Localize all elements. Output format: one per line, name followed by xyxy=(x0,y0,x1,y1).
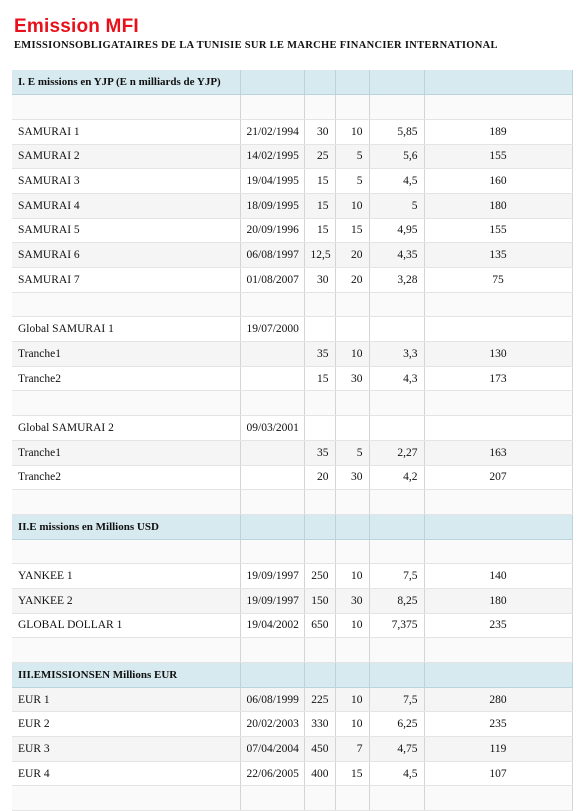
emissions-table-body xyxy=(12,70,572,811)
amount-cell: 35 xyxy=(304,342,335,367)
table-row xyxy=(12,588,572,613)
empty-cell xyxy=(335,70,369,95)
spread-cell: 107 xyxy=(424,761,572,786)
table-row xyxy=(12,342,572,367)
spread-cell: 140 xyxy=(424,564,572,589)
empty-cell xyxy=(335,292,369,317)
spread-cell: 160 xyxy=(424,169,572,194)
spread-cell: 207 xyxy=(424,465,572,490)
term-cell: 10 xyxy=(335,119,369,144)
empty-cell xyxy=(12,292,240,317)
amount-cell: 30 xyxy=(304,268,335,293)
section-title: III.EMISSIONSEN Millions EUR xyxy=(12,663,240,688)
issue-date-cell: 19/07/2000 xyxy=(240,317,304,342)
empty-cell xyxy=(424,292,572,317)
empty-cell xyxy=(369,95,424,120)
amount-cell: 400 xyxy=(304,761,335,786)
issue-name-cell: EUR 2 xyxy=(12,712,240,737)
issue-name-cell: YANKEE 2 xyxy=(12,588,240,613)
empty-cell xyxy=(304,786,335,811)
empty-cell xyxy=(12,490,240,515)
issue-name-cell: Global SAMURAI 1 xyxy=(12,317,240,342)
issue-name-cell: EUR 4 xyxy=(12,761,240,786)
empty-cell xyxy=(424,539,572,564)
issue-name-cell: SAMURAI 7 xyxy=(12,268,240,293)
table-row xyxy=(12,465,572,490)
empty-cell xyxy=(335,638,369,663)
empty-cell xyxy=(240,292,304,317)
term-cell: 10 xyxy=(335,193,369,218)
empty-cell xyxy=(369,539,424,564)
spread-cell: 235 xyxy=(424,613,572,638)
spread-cell: 155 xyxy=(424,144,572,169)
empty-cell xyxy=(335,539,369,564)
empty-cell xyxy=(335,95,369,120)
issue-date-cell xyxy=(240,366,304,391)
empty-cell xyxy=(335,490,369,515)
empty-cell xyxy=(304,638,335,663)
page-title: Emission MFI xyxy=(14,16,139,37)
term-cell: 5 xyxy=(335,144,369,169)
table-row xyxy=(12,218,572,243)
rate-cell: 4,5 xyxy=(369,761,424,786)
term-cell: 20 xyxy=(335,243,369,268)
empty-cell xyxy=(369,391,424,416)
issue-name-cell: SAMURAI 6 xyxy=(12,243,240,268)
amount-cell: 450 xyxy=(304,737,335,762)
spread-cell: 135 xyxy=(424,243,572,268)
term-cell xyxy=(335,416,369,441)
issue-name-cell: SAMURAI 1 xyxy=(12,119,240,144)
amount-cell: 25 xyxy=(304,144,335,169)
spread-cell: 235 xyxy=(424,712,572,737)
rate-cell: 4,35 xyxy=(369,243,424,268)
issue-name-cell: SAMURAI 5 xyxy=(12,218,240,243)
empty-cell xyxy=(304,490,335,515)
issue-name-cell: Tranche1 xyxy=(12,440,240,465)
issue-name-cell: EUR 1 xyxy=(12,687,240,712)
table-row xyxy=(12,243,572,268)
table-row xyxy=(12,440,572,465)
term-cell: 30 xyxy=(335,588,369,613)
empty-cell xyxy=(424,663,572,688)
emissions-table xyxy=(12,70,573,811)
amount-cell: 35 xyxy=(304,440,335,465)
empty-cell xyxy=(240,663,304,688)
issue-date-cell: 01/08/2007 xyxy=(240,268,304,293)
empty-cell xyxy=(424,70,572,95)
term-cell: 7 xyxy=(335,737,369,762)
rate-cell: 6,25 xyxy=(369,712,424,737)
issue-date-cell: 07/04/2004 xyxy=(240,737,304,762)
rate-cell: 5,85 xyxy=(369,119,424,144)
term-cell xyxy=(335,317,369,342)
issue-name-cell: Tranche2 xyxy=(12,366,240,391)
spread-cell: 180 xyxy=(424,193,572,218)
empty-cell xyxy=(12,539,240,564)
amount-cell: 330 xyxy=(304,712,335,737)
rate-cell: 4,3 xyxy=(369,366,424,391)
table-row xyxy=(12,712,572,737)
spacer-row xyxy=(12,391,572,416)
empty-cell xyxy=(335,514,369,539)
spread-cell: 163 xyxy=(424,440,572,465)
empty-cell xyxy=(424,638,572,663)
empty-cell xyxy=(369,786,424,811)
empty-cell xyxy=(240,70,304,95)
rate-cell: 4,5 xyxy=(369,169,424,194)
rate-cell: 3,28 xyxy=(369,268,424,293)
issue-date-cell: 19/09/1997 xyxy=(240,588,304,613)
section-header-row xyxy=(12,663,572,688)
section-title: II.E missions en Millions USD xyxy=(12,514,240,539)
spread-cell: 280 xyxy=(424,687,572,712)
spread-cell: 119 xyxy=(424,737,572,762)
issue-date-cell: 19/04/2002 xyxy=(240,613,304,638)
spread-cell: 130 xyxy=(424,342,572,367)
empty-cell xyxy=(304,663,335,688)
empty-cell xyxy=(369,514,424,539)
rate-cell: 2,27 xyxy=(369,440,424,465)
term-cell: 10 xyxy=(335,564,369,589)
empty-cell xyxy=(240,95,304,120)
spread-cell: 75 xyxy=(424,268,572,293)
issue-date-cell: 19/04/1995 xyxy=(240,169,304,194)
empty-cell xyxy=(304,514,335,539)
issue-name-cell: Tranche2 xyxy=(12,465,240,490)
issue-name-cell: EUR 3 xyxy=(12,737,240,762)
issue-name-cell: YANKEE 1 xyxy=(12,564,240,589)
table-row xyxy=(12,317,572,342)
spacer-row xyxy=(12,638,572,663)
issue-date-cell: 18/09/1995 xyxy=(240,193,304,218)
rate-cell: 5,6 xyxy=(369,144,424,169)
table-row xyxy=(12,687,572,712)
term-cell: 5 xyxy=(335,169,369,194)
spread-cell: 155 xyxy=(424,218,572,243)
term-cell: 10 xyxy=(335,712,369,737)
spread-cell xyxy=(424,317,572,342)
spacer-row xyxy=(12,490,572,515)
empty-cell xyxy=(369,292,424,317)
amount-cell xyxy=(304,317,335,342)
issue-name-cell: SAMURAI 2 xyxy=(12,144,240,169)
amount-cell: 30 xyxy=(304,119,335,144)
empty-cell xyxy=(304,95,335,120)
term-cell: 30 xyxy=(335,465,369,490)
empty-cell xyxy=(240,786,304,811)
issue-date-cell xyxy=(240,465,304,490)
issue-name-cell: Global SAMURAI 2 xyxy=(12,416,240,441)
amount-cell: 15 xyxy=(304,193,335,218)
amount-cell: 250 xyxy=(304,564,335,589)
amount-cell xyxy=(304,416,335,441)
empty-cell xyxy=(304,539,335,564)
table-row xyxy=(12,268,572,293)
amount-cell: 150 xyxy=(304,588,335,613)
issue-date-cell: 20/09/1996 xyxy=(240,218,304,243)
term-cell: 10 xyxy=(335,687,369,712)
rate-cell: 5 xyxy=(369,193,424,218)
empty-cell xyxy=(304,292,335,317)
rate-cell: 7,5 xyxy=(369,564,424,589)
empty-cell xyxy=(369,638,424,663)
spacer-row xyxy=(12,95,572,120)
term-cell: 10 xyxy=(335,613,369,638)
page-subtitle: EMISSIONSOBLIGATAIRES DE LA TUNISIE SUR LE MARCHE FINANCIER INTERNATIONAL xyxy=(14,40,498,51)
rate-cell: 4,2 xyxy=(369,465,424,490)
empty-cell xyxy=(304,391,335,416)
table-row xyxy=(12,761,572,786)
spacer-row xyxy=(12,786,572,811)
table-row xyxy=(12,144,572,169)
empty-cell xyxy=(240,539,304,564)
empty-cell xyxy=(240,514,304,539)
term-cell: 15 xyxy=(335,218,369,243)
term-cell: 10 xyxy=(335,342,369,367)
rate-cell: 4,95 xyxy=(369,218,424,243)
empty-cell xyxy=(369,70,424,95)
term-cell: 5 xyxy=(335,440,369,465)
empty-cell xyxy=(369,490,424,515)
issue-date-cell xyxy=(240,440,304,465)
rate-cell xyxy=(369,317,424,342)
issue-date-cell: 09/03/2001 xyxy=(240,416,304,441)
amount-cell: 20 xyxy=(304,465,335,490)
rate-cell: 7,5 xyxy=(369,687,424,712)
table-row xyxy=(12,119,572,144)
amount-cell: 15 xyxy=(304,366,335,391)
empty-cell xyxy=(424,490,572,515)
rate-cell: 8,25 xyxy=(369,588,424,613)
empty-cell xyxy=(12,786,240,811)
rate-cell: 7,375 xyxy=(369,613,424,638)
table-row xyxy=(12,193,572,218)
section-header-row xyxy=(12,514,572,539)
spread-cell: 189 xyxy=(424,119,572,144)
rate-cell: 3,3 xyxy=(369,342,424,367)
section-title: I. E missions en YJP (E n milliards de YJP) xyxy=(12,70,240,95)
issue-name-cell: Tranche1 xyxy=(12,342,240,367)
spacer-row xyxy=(12,292,572,317)
table-row xyxy=(12,366,572,391)
term-cell: 30 xyxy=(335,366,369,391)
table-row xyxy=(12,737,572,762)
amount-cell: 12,5 xyxy=(304,243,335,268)
spacer-row xyxy=(12,539,572,564)
issue-date-cell: 06/08/1999 xyxy=(240,687,304,712)
empty-cell xyxy=(335,786,369,811)
issue-date-cell xyxy=(240,342,304,367)
spread-cell: 180 xyxy=(424,588,572,613)
issue-date-cell: 06/08/1997 xyxy=(240,243,304,268)
table-row xyxy=(12,169,572,194)
empty-cell xyxy=(424,391,572,416)
empty-cell xyxy=(424,514,572,539)
empty-cell xyxy=(12,391,240,416)
empty-cell xyxy=(424,95,572,120)
empty-cell xyxy=(335,663,369,688)
table-row xyxy=(12,416,572,441)
issue-date-cell: 14/02/1995 xyxy=(240,144,304,169)
amount-cell: 15 xyxy=(304,169,335,194)
amount-cell: 15 xyxy=(304,218,335,243)
issue-date-cell: 21/02/1994 xyxy=(240,119,304,144)
rate-cell: 4,75 xyxy=(369,737,424,762)
empty-cell xyxy=(240,490,304,515)
table-row xyxy=(12,613,572,638)
issue-date-cell: 20/02/2003 xyxy=(240,712,304,737)
empty-cell xyxy=(12,638,240,663)
empty-cell xyxy=(335,391,369,416)
empty-cell xyxy=(240,391,304,416)
spread-cell: 173 xyxy=(424,366,572,391)
empty-cell xyxy=(369,663,424,688)
issue-name-cell: SAMURAI 3 xyxy=(12,169,240,194)
rate-cell xyxy=(369,416,424,441)
empty-cell xyxy=(240,638,304,663)
amount-cell: 650 xyxy=(304,613,335,638)
section-header-row xyxy=(12,70,572,95)
empty-cell xyxy=(304,70,335,95)
issue-date-cell: 19/09/1997 xyxy=(240,564,304,589)
empty-cell xyxy=(424,786,572,811)
term-cell: 20 xyxy=(335,268,369,293)
issue-name-cell: GLOBAL DOLLAR 1 xyxy=(12,613,240,638)
empty-cell xyxy=(12,95,240,120)
term-cell: 15 xyxy=(335,761,369,786)
issue-name-cell: SAMURAI 4 xyxy=(12,193,240,218)
amount-cell: 225 xyxy=(304,687,335,712)
issue-date-cell: 22/06/2005 xyxy=(240,761,304,786)
spread-cell xyxy=(424,416,572,441)
table-row xyxy=(12,564,572,589)
